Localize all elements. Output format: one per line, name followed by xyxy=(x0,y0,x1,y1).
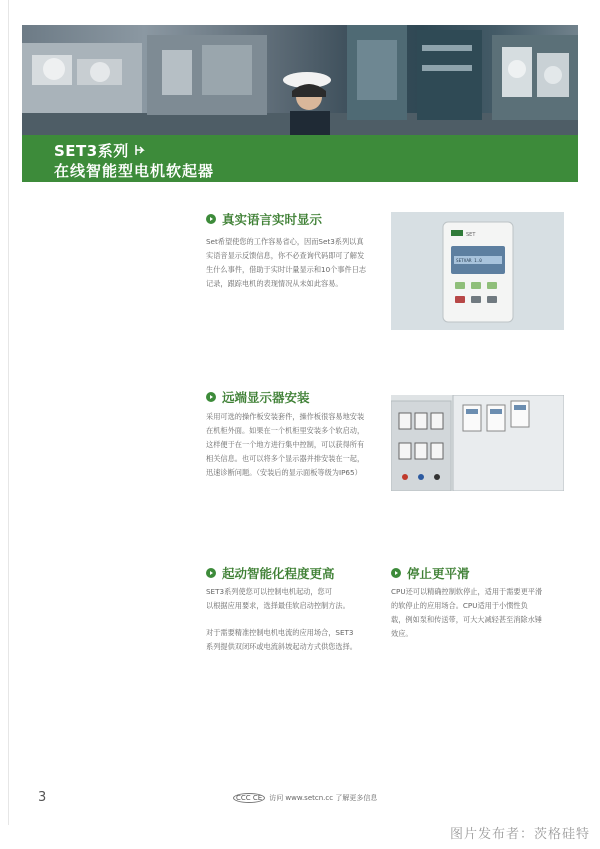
text-line: SET3系列使您可以控制电机起动，您可 xyxy=(206,587,332,596)
text-line: 这样便于在一个地方进行集中控制，可以获得所有 xyxy=(206,440,365,449)
play-bullet-icon xyxy=(391,568,401,578)
text-line: 生什么事件，借助于实时计量显示和10个事件日志 xyxy=(206,265,367,274)
keypad-logo: SET xyxy=(466,232,476,238)
section-smart-heading xyxy=(206,564,335,582)
text-line: 对于需要精准控制电机电流的应用场合，SET3 xyxy=(206,628,354,637)
header-factory-photo xyxy=(22,25,578,135)
section-remote-title: 远端显示器安装 xyxy=(222,390,310,405)
section-voice-heading xyxy=(206,210,322,228)
text-line: 载，例如泵和传送带，可大大减轻甚至消除水锤 xyxy=(391,615,542,624)
text-line: 实语音显示反馈信息，你不必查询代码即可了解发 xyxy=(206,251,365,260)
series-title: SET3系列 xyxy=(54,142,129,160)
page-number: 3 xyxy=(38,790,47,805)
section-remote-heading xyxy=(206,388,310,406)
text-line: 在机柜外面。如果在一个机柜里安装多个软启动， xyxy=(206,426,365,435)
section-smart-text-b xyxy=(206,626,386,654)
section-smart-text-a xyxy=(206,585,386,613)
text-line: 的软停止的应用场合。CPU适用于小惯性负 xyxy=(391,601,528,610)
text-line: CPU还可以精确控制软停止，适用于需要更平滑 xyxy=(391,587,543,596)
text-line: 以根据应用要求，选择最佳软启动控制方法。 xyxy=(206,601,350,610)
page-edge-line xyxy=(8,0,9,825)
text-line: 系列提供双闭环或电流斜坡起动方式供您选择。 xyxy=(206,642,357,651)
section-smart-title: 起动智能化程度更高 xyxy=(222,566,335,581)
certification-marks: CCC CE xyxy=(233,793,265,803)
section-stop-text xyxy=(391,585,571,641)
section-remote-text xyxy=(206,410,386,480)
play-bullet-icon xyxy=(206,392,216,402)
section-voice-title: 真实语言实时显示 xyxy=(222,212,323,227)
footer-visit-text: 访问 www.setcn.cc 了解更多信息 xyxy=(269,794,378,802)
text-line: Set希望使您的工作容易省心，因而Set3系列以真 xyxy=(206,237,364,246)
play-bullet-icon xyxy=(206,214,216,224)
keypad-screen-text: SETVAR 1.0 xyxy=(456,259,482,264)
text-line: 相关信息。也可以将多个显示器并排安装在一起， xyxy=(206,454,365,463)
text-line: 迅速诊断问题。（安装后的显示面板等级为IP65） xyxy=(206,468,362,477)
product-subtitle: 在线智能型电机软起器 xyxy=(54,162,215,180)
publisher-watermark: 图片发布者：茨格硅特 xyxy=(449,827,590,842)
section-stop-title: 停止更平滑 xyxy=(407,566,470,581)
footer-info xyxy=(233,793,377,803)
text-line: 记录，跟踪电机的表现情况从未如此容易。 xyxy=(206,279,343,288)
keypad-photo xyxy=(391,212,564,330)
triangle-icon xyxy=(135,144,145,156)
text-line: 采用可选的操作板安装套件，操作板很容易地安装 xyxy=(206,412,365,421)
section-voice-text xyxy=(206,235,386,291)
text-line: 效应。 xyxy=(391,629,413,638)
cabinet-photo xyxy=(391,395,564,491)
section-stop-heading xyxy=(391,564,470,582)
play-bullet-icon xyxy=(206,568,216,578)
